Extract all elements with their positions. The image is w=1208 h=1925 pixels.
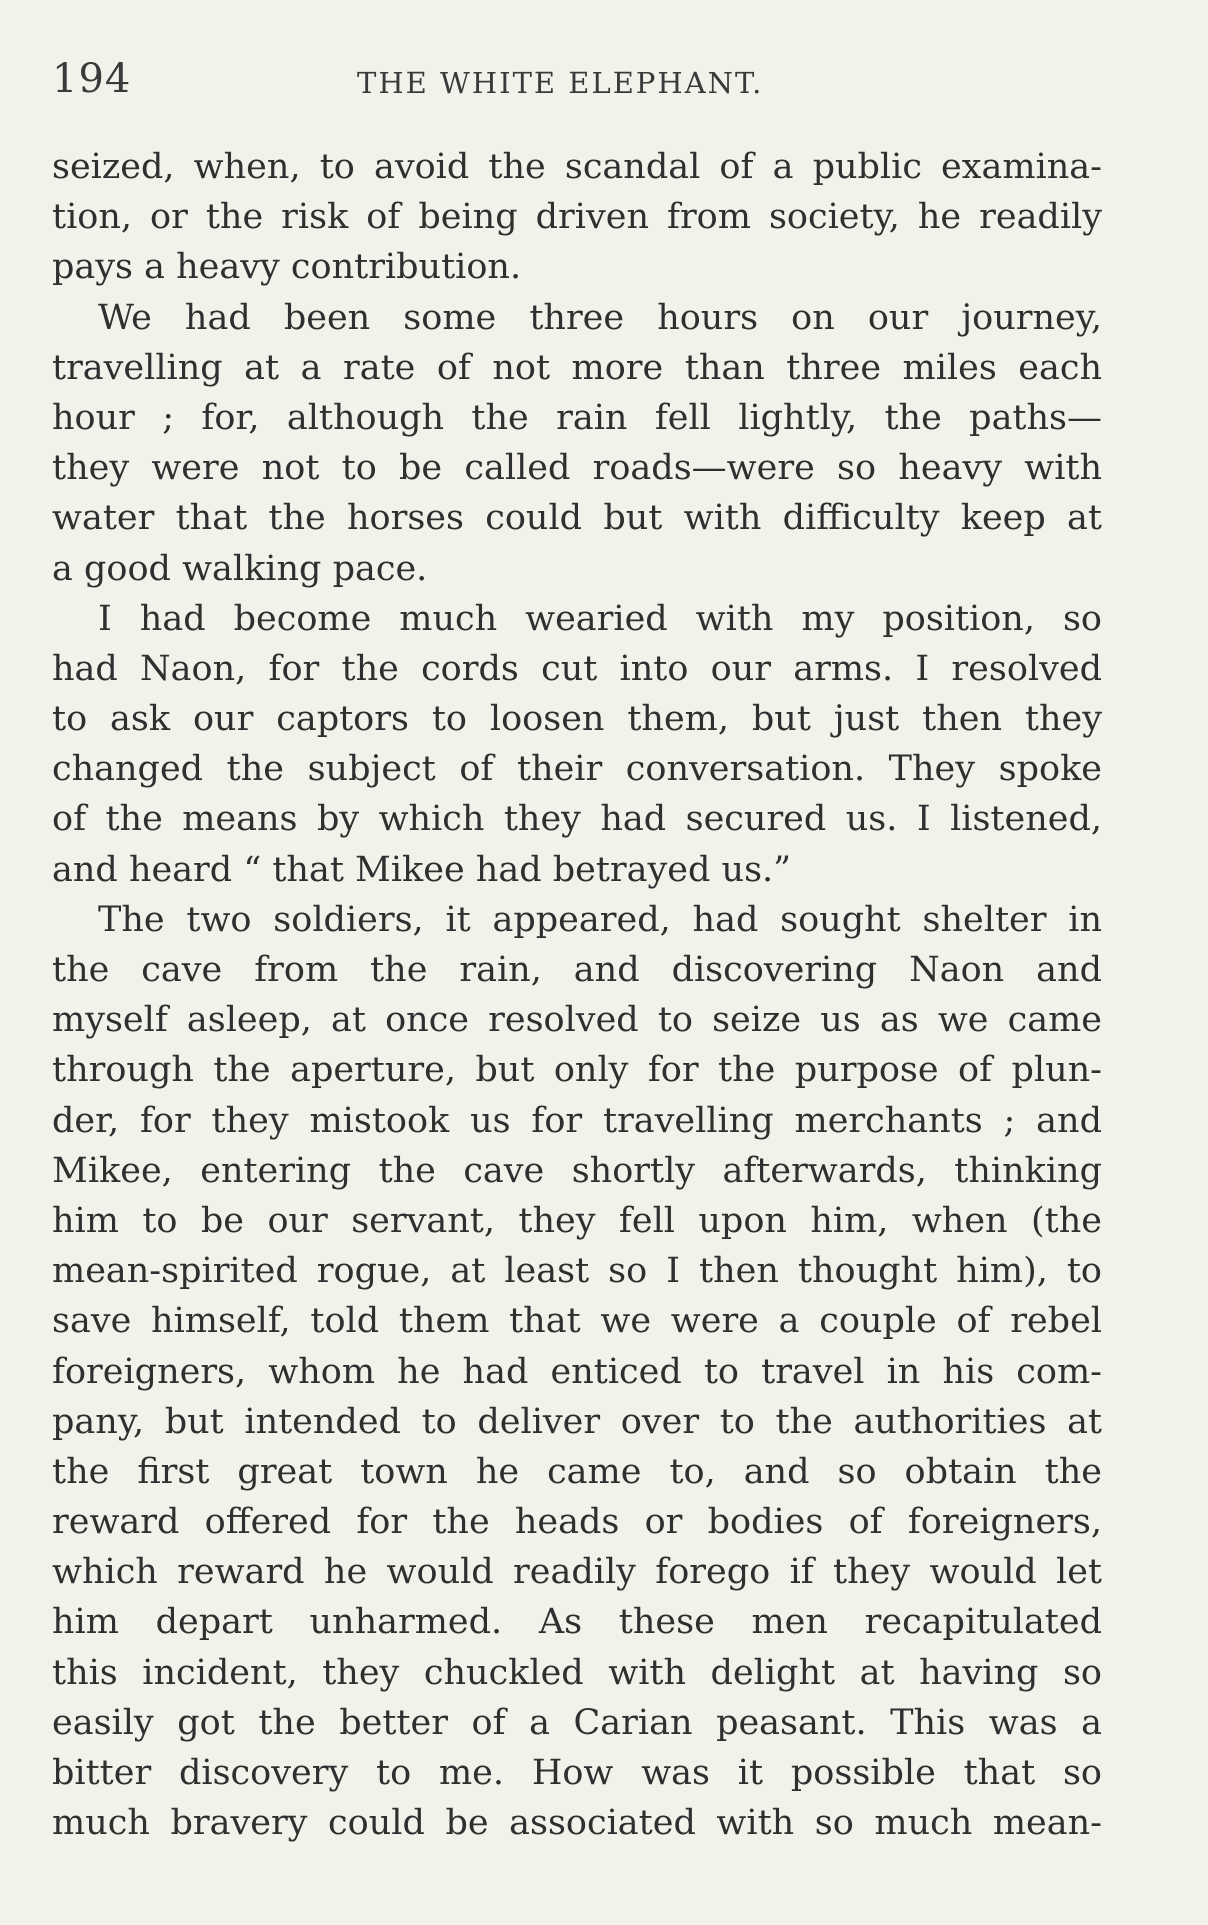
text-line: travelling at a rate of not more than three miles each: [52, 347, 1102, 388]
text-line: We had been some three hours on our journey,: [98, 297, 1102, 338]
text-line: myself asleep, at once resolved to seize us as we came: [52, 1000, 1102, 1041]
text-line: they were not to be called roads—were so heavy with: [52, 448, 1102, 489]
text-line: much bravery could be associated with so much mean-: [52, 1803, 1102, 1844]
text-line: and heard “ that Mikee had betrayed us.”: [52, 849, 792, 890]
text-line: which reward he would readily forego if they would let: [52, 1552, 1102, 1593]
body-text: [52, 142, 1102, 1848]
page-number: 194: [52, 56, 132, 102]
text-line: the cave from the rain, and discovering Naon and: [52, 950, 1102, 990]
text-line: easily got the better of a Carian peasant. This was a: [52, 1702, 1102, 1743]
running-head: THE WHITE ELEPHANT.: [357, 66, 764, 100]
text-line: Mikee, entering the cave shortly afterwards, thinking: [52, 1150, 1102, 1191]
text-line: him depart unharmed. As these men recapitulated: [52, 1602, 1102, 1643]
text-line: mean-spirited rogue, at least so I then thought him), to: [52, 1251, 1102, 1292]
text-line: of the means by which they had secured us. I listened,: [52, 799, 1102, 840]
text-line: seized, when, to avoid the scandal of a public examina-: [52, 147, 1102, 187]
text-line: a good walking pace.: [52, 548, 428, 589]
text-line: bitter discovery to me. How was it possible that so: [52, 1753, 1102, 1793]
text-line: The two soldiers, it appeared, had sought shelter in: [98, 899, 1102, 940]
text-line: pays a heavy contribution.: [52, 247, 522, 288]
text-line: pany, but intended to deliver over to the authorities at: [52, 1401, 1102, 1442]
text-line: tion, or the risk of being driven from society, he readily: [52, 197, 1102, 238]
text-line: der, for they mistook us for travelling merchants ; and: [52, 1100, 1102, 1141]
text-line: water that the horses could but with difficulty keep at: [52, 498, 1102, 539]
text-line: this incident, they chuckled with delight at having so: [52, 1652, 1102, 1693]
text-line: I had become much wearied with my position, so: [98, 598, 1102, 639]
text-line: to ask our captors to loosen them, but just then they: [52, 699, 1102, 740]
text-line: had Naon, for the cords cut into our arms. I resolved: [52, 648, 1102, 689]
text-line: reward offered for the heads or bodies of foreigners,: [52, 1502, 1102, 1543]
text-line: foreigners, whom he had enticed to travel in his com-: [52, 1351, 1102, 1392]
text-line: hour ; for, although the rain fell lightly, the paths—: [52, 397, 1102, 438]
text-line: save himself, told them that we were a couple of rebel: [52, 1301, 1102, 1342]
text-line: through the aperture, but only for the purpose of plun-: [52, 1050, 1102, 1091]
text-line: the first great town he came to, and so obtain the: [52, 1451, 1102, 1492]
page-header: [52, 56, 1102, 116]
text-line: him to be our servant, they fell upon him, when (the: [52, 1200, 1102, 1241]
text-line: changed the subject of their conversation. They spoke: [52, 749, 1102, 790]
